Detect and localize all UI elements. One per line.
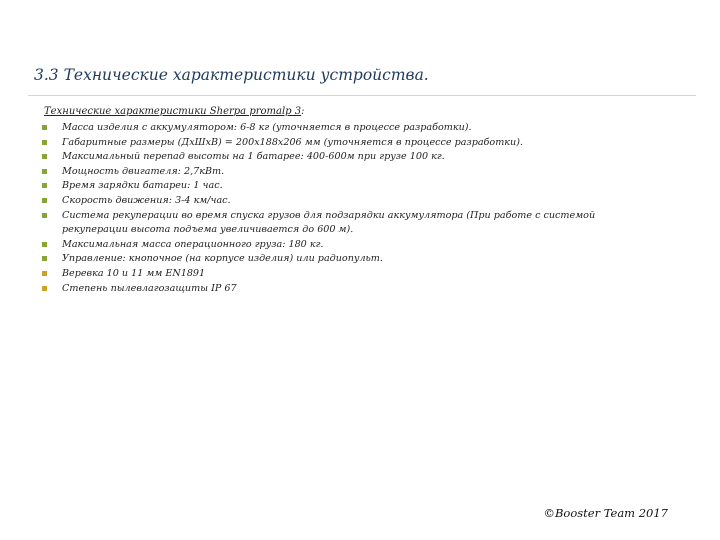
bullet-icon <box>42 154 47 159</box>
spec-item <box>42 282 642 297</box>
spec-text: Максимальный перепад высоты на 1 батарее: 400-600м при грузе 100 кг. <box>62 151 445 163</box>
spec-text: Габаритные размеры (ДхШхВ) = 200х188х206 мм (уточняется в процессе разработки). <box>62 136 523 148</box>
footer-copyright: ©Booster Team 2017 <box>543 506 668 520</box>
bullet-icon <box>42 242 47 247</box>
spec-text: Мощность двигателя: 2,7кВт. <box>62 165 225 177</box>
spec-intro-colon: : <box>301 106 305 117</box>
spec-item <box>42 121 642 136</box>
bullet-icon <box>42 256 47 261</box>
spec-text: Масса изделия с аккумулятором: 6-8 кг (уточняется в процессе разработки). <box>62 122 472 133</box>
section-title: 3.3 Технические характеристики устройства. <box>34 66 429 84</box>
spec-text: Степень пылевлагозащиты IP 67 <box>62 282 237 294</box>
spec-item <box>42 238 642 253</box>
spec-text: Максимальная масса операционного груза: 180 кг. <box>62 238 324 250</box>
spec-text: Веревка 10 и 11 мм EN1891 <box>62 267 206 279</box>
spec-item <box>42 209 642 238</box>
bullet-icon <box>42 140 47 145</box>
spec-item <box>42 136 642 151</box>
bullet-icon <box>42 183 47 188</box>
spec-text: Управление: кнопочное (на корпусе изделия) или радиопульт. <box>62 253 383 265</box>
spec-item <box>42 150 642 165</box>
spec-item <box>42 165 642 180</box>
bullet-icon <box>42 169 47 174</box>
title-divider <box>28 95 696 96</box>
spec-item <box>42 267 642 282</box>
spec-text: Скорость движения: 3-4 км/час. <box>62 194 231 206</box>
bullet-icon <box>42 125 47 130</box>
bullet-icon <box>42 198 47 203</box>
spec-list <box>42 121 642 296</box>
spec-intro-link-text: Технические характеристики Sherpa promalp 3 <box>44 106 302 117</box>
spec-text: Время зарядки батареи: 1 час. <box>62 180 223 192</box>
spec-intro <box>44 106 305 117</box>
bullet-icon <box>42 213 47 218</box>
spec-item <box>42 252 642 267</box>
spec-item <box>42 179 642 194</box>
bullet-icon <box>42 286 47 291</box>
spec-text: Система рекуперации во время спуска грузов для подзарядки аккумулятора (При работе с системой рекуперации высота подъема увеличивается до 600 м). <box>62 209 596 236</box>
bullet-icon <box>42 271 47 276</box>
spec-item <box>42 194 642 209</box>
